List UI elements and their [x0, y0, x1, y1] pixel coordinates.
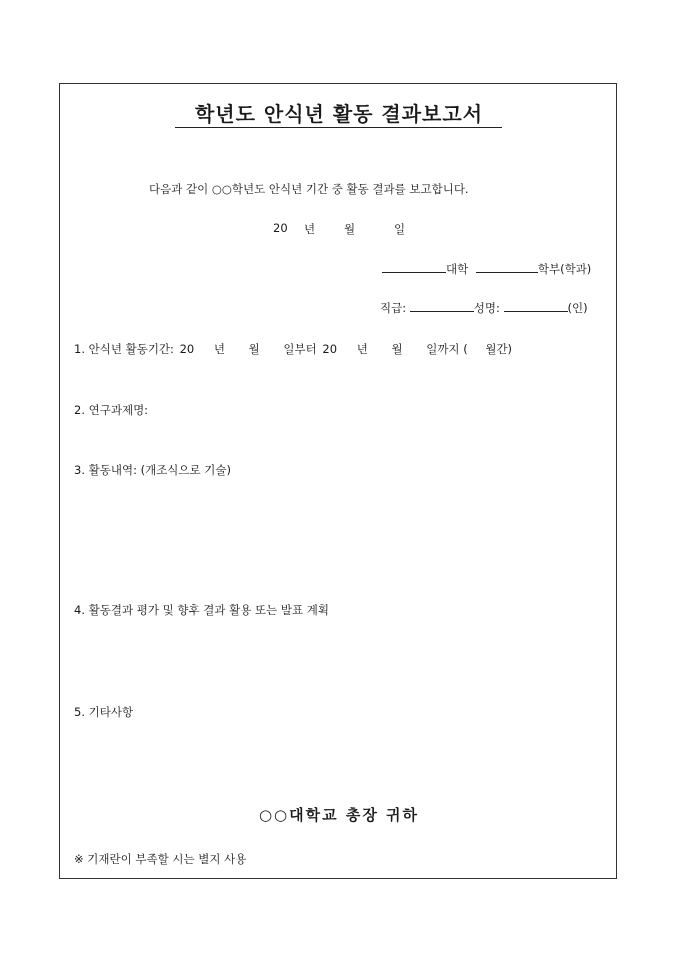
name-blank	[504, 301, 568, 312]
college-blank	[382, 262, 446, 273]
footnote: ※ 기재란이 부족할 시는 별지 사용	[74, 852, 247, 866]
item-evaluation: 4. 활동결과 평가 및 향후 결과 활용 또는 발표 계획	[74, 603, 329, 617]
period-months-label: 월간)	[485, 342, 513, 356]
college-label: 대학	[446, 262, 469, 276]
item-research: 2. 연구과제명:	[74, 403, 149, 417]
name-label: 성명:	[473, 301, 500, 315]
form-frame	[59, 83, 617, 879]
date-month-label: 월	[344, 222, 356, 236]
dept-blank	[476, 262, 538, 273]
date-year-prefix: 20	[273, 221, 288, 235]
date-year-label: 년	[304, 222, 316, 236]
period-label: 1. 안식년 활동기간:	[74, 342, 174, 356]
period-from-label: 일부터	[283, 342, 317, 356]
addressee: ○○대학교 총장 귀하	[258, 806, 420, 824]
intro-text: 다음과 같이 ○○학년도 안식년 기간 중 활동 결과를 보고합니다.	[149, 182, 469, 196]
affiliation-line	[382, 261, 591, 277]
item-period	[74, 341, 512, 357]
item-activities: 3. 활동내역: (개조식으로 기술)	[74, 463, 231, 477]
dept-label: 학부(학과)	[537, 262, 592, 276]
period-month2-label: 월	[391, 342, 403, 356]
date-day-label: 일	[394, 222, 406, 236]
period-year1-label: 년	[213, 342, 225, 356]
period-month1-label: 월	[248, 342, 260, 356]
rank-blank	[410, 301, 474, 312]
position-line	[380, 300, 588, 316]
title-underline	[175, 127, 502, 128]
form-title: 학년도 안식년 활동 결과보고서	[194, 102, 484, 126]
seal-label: (인)	[567, 301, 588, 315]
period-until-label: 일까지 (	[426, 342, 468, 356]
rank-label: 직급:	[380, 301, 407, 315]
item-other: 5. 기타사항	[74, 705, 134, 719]
period-year2-label: 년	[356, 342, 368, 356]
period-year2: 20	[322, 342, 338, 356]
period-year1: 20	[179, 342, 195, 356]
